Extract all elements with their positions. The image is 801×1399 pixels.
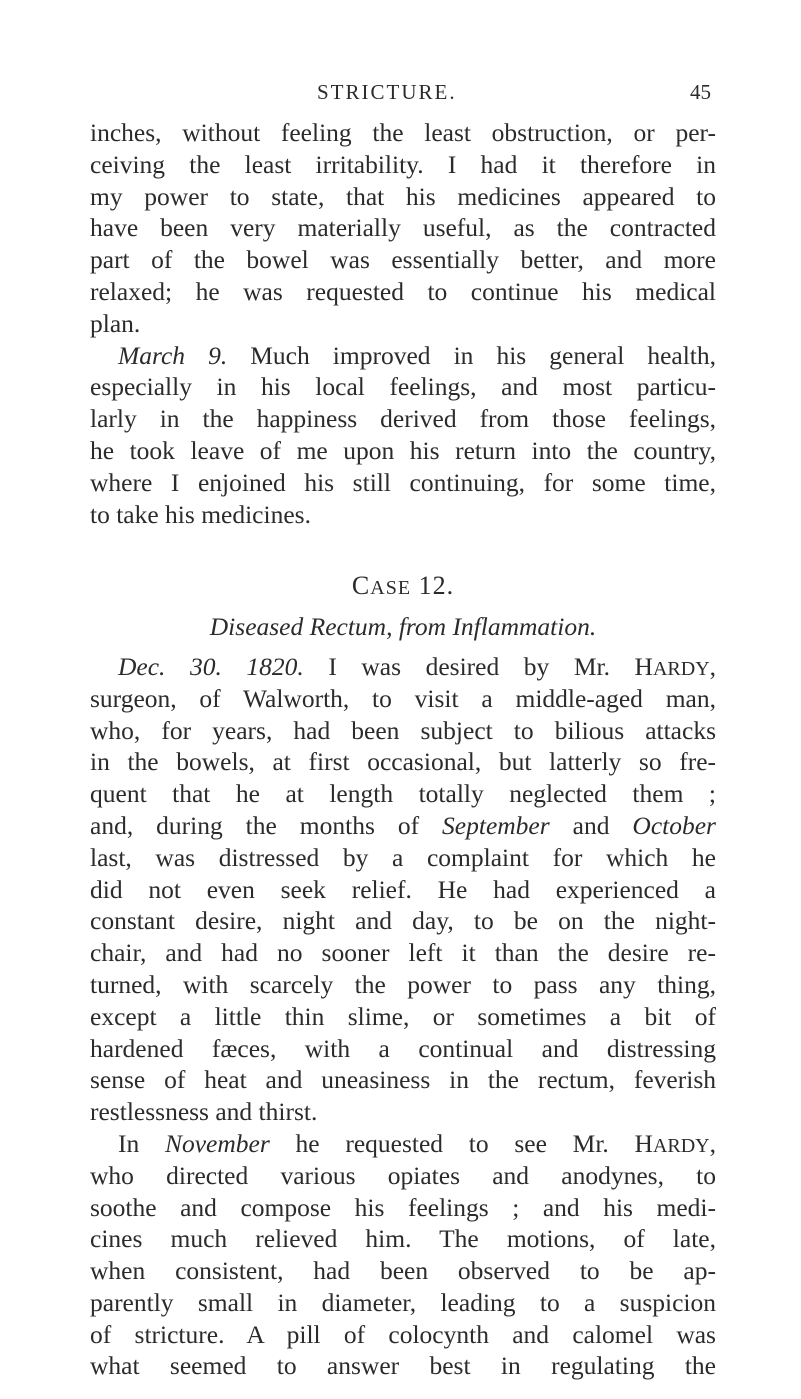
text-line: part of the bowel was essentially better, and more xyxy=(90,245,716,275)
text-line: relaxed; he was requested to continue his medical xyxy=(90,276,716,306)
paragraph-continuation xyxy=(90,117,716,340)
text-line: In November he requested to see Mr. HARDY, xyxy=(118,1128,716,1158)
text-line: of stricture. A pill of colocynth and calomel was xyxy=(90,1319,716,1349)
text-line: last, was distressed by a complaint for which he xyxy=(90,842,716,872)
text-line: March 9. Much improved in his general health, xyxy=(118,340,716,370)
paragraph-march-9 xyxy=(90,340,716,531)
text-line: turned, with scarcely the power to pass any thing, xyxy=(90,969,716,999)
page-number: 45 xyxy=(690,80,711,104)
text-line: ceiving the least irritability. I had it therefore in xyxy=(90,149,716,179)
case-subtitle: Diseased Rectum, from Inflammation. xyxy=(209,612,597,642)
text-line: when consistent, had been observed to be ap- xyxy=(90,1256,716,1286)
text-line: in the bowels, at first occasional, but latterly so fre- xyxy=(90,747,716,777)
text-line: hardened fæces, with a continual and distressing xyxy=(90,1033,716,1063)
text-line: sense of heat and uneasiness in the rectum, feverish xyxy=(90,1065,716,1095)
body-text xyxy=(90,117,716,1382)
text-line: who, for years, had been subject to bilious attacks xyxy=(90,715,716,745)
text-line: larly in the happiness derived from those feelings, xyxy=(90,404,716,434)
text-line: surgeon, of Walworth, to visit a middle-aged man, xyxy=(90,683,716,713)
text-line: did not even seek relief. He had experienced a xyxy=(90,874,716,904)
text-line: my power to state, that his medicines appeared to xyxy=(90,181,716,211)
case-heading: CASE 12. xyxy=(351,571,455,601)
text-line: what seemed to answer best in regulating the xyxy=(90,1351,716,1381)
text-line: who directed various opiates and anodynes, to xyxy=(90,1160,716,1190)
text-line: and, during the months of September and October xyxy=(90,810,716,840)
running-title: STRICTURE. xyxy=(317,80,457,104)
entry-date: Dec. 30. 1820. xyxy=(118,651,304,681)
text-line: to take his medicines. xyxy=(90,499,311,529)
text-line: Dec. 30. 1820. I was desired by Mr. HARDY, xyxy=(118,651,717,681)
entry-date: March 9. xyxy=(118,340,228,370)
text-line: chair, and had no sooner left it than the desire re- xyxy=(90,938,716,968)
text-line: inches, without feeling the least obstruction, or per- xyxy=(90,118,716,147)
text-line: restlessness and thirst. xyxy=(90,1097,318,1127)
paragraph-dec-30 xyxy=(90,651,716,1128)
text-line: parently small in diameter, leading to a suspicion xyxy=(90,1287,716,1317)
text-line: cines much relieved him. The motions, of late, xyxy=(90,1224,716,1254)
paragraph-november xyxy=(90,1128,716,1382)
page-header xyxy=(317,80,711,110)
text-line: he took leave of me upon his return into the country, xyxy=(90,435,716,465)
text-line: except a little thin slime, or sometimes a bit of xyxy=(90,1001,716,1031)
text-line: have been very materially useful, as the contracted xyxy=(90,213,716,243)
text-line: quent that he at length totally neglected them ; xyxy=(90,779,716,809)
text-line: soothe and compose his feelings ; and his medi- xyxy=(90,1192,716,1222)
text-line: constant desire, night and day, to be on the night- xyxy=(90,906,716,936)
text-line: plan. xyxy=(90,308,141,338)
text-line: where I enjoined his still continuing, for some time, xyxy=(90,467,716,497)
text-line: especially in his local feelings, and most particu- xyxy=(90,372,716,402)
